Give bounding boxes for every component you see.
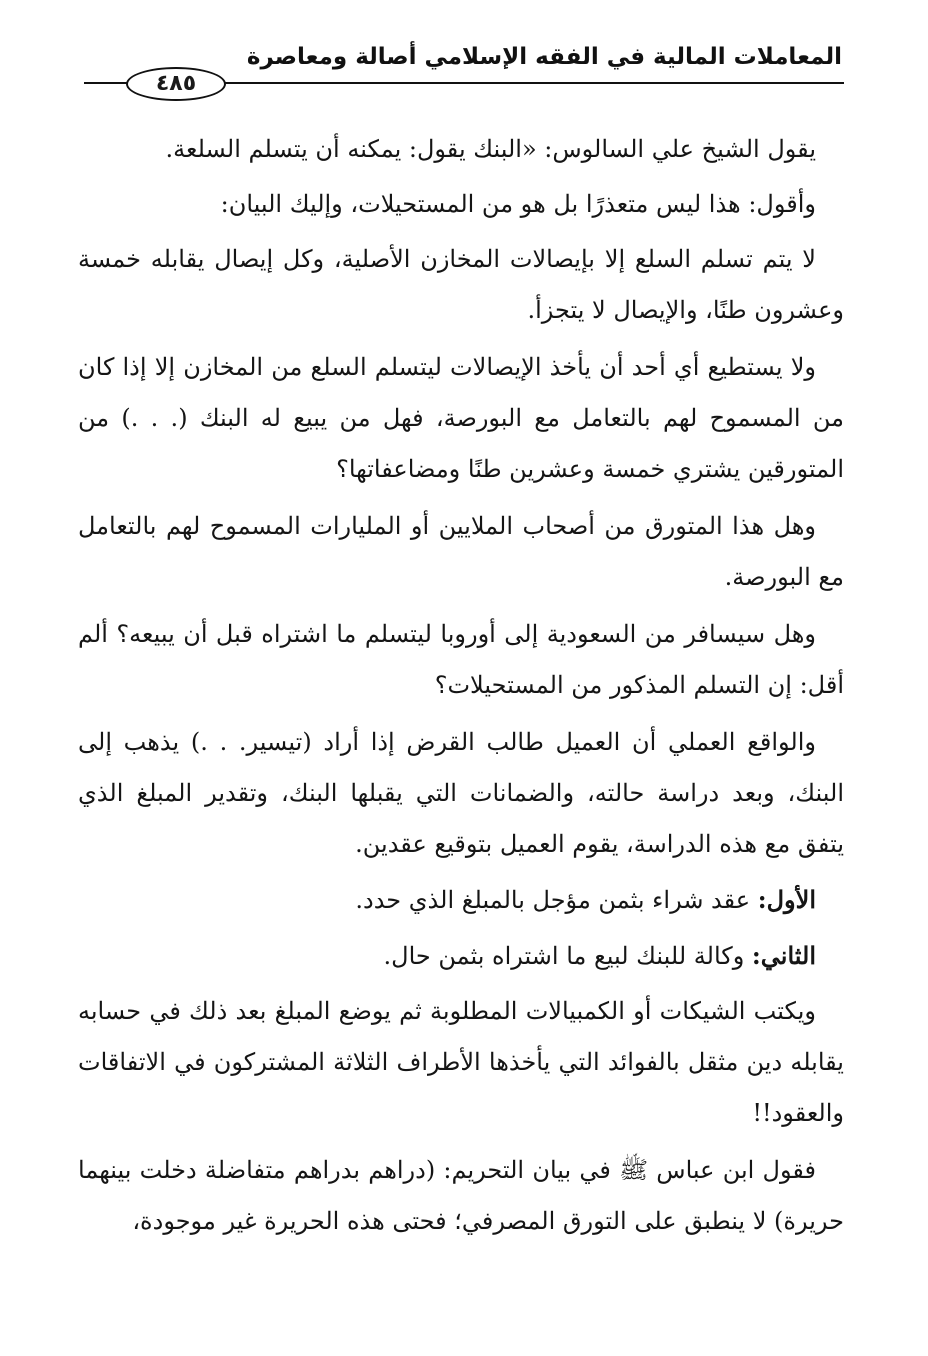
paragraph [78,342,844,495]
paragraph-text: وهل سيسافر من السعودية إلى أوروبا ليتسلم ما اشتراه قبل أن يبيعه؟ ألم أقل: إن التسلم المذكور من المستحيلات؟ [78,620,844,699]
paragraph-text: والواقع العملي أن العميل طالب القرض إذا أراد (تيسير. . .) يذهب إلى البنك، وبعد دراسة حالته، والضمانات التي يقبلها البنك، وتقدير المبلغ الذي يتفق مع هذه الدراسة، يقوم العميل بتوقيع عقدين. [78,728,844,858]
paragraph-text: وكالة للبنك لبيع ما اشتراه بثمن حال. [383,942,752,970]
paragraph-text: وأقول: هذا ليس متعذرًا بل هو من المستحيلات، وإليك البيان: [220,190,816,218]
paragraph-text: ويكتب الشيكات أو الكمبيالات المطلوبة ثم يوضع المبلغ بعد ذلك في حسابه يقابله دين مثقل بالفوائد التي يأخذها الأطراف الثلاثة المشتركون في الاتفاقات والعقود!! [78,997,844,1127]
paragraph [78,1145,844,1247]
running-title: المعاملات المالية في الفقه الإسلامي أصالة ومعاصرة [246,44,842,70]
page-number: ٤٨٥ [126,67,226,101]
paragraph-text: وهل هذا المتورق من أصحاب الملايين أو المليارات المسموح لهم بالتعامل مع البورصة. [78,512,844,591]
paragraph [78,179,844,230]
paragraph-label: الأول: [757,885,816,914]
paragraph [78,124,844,175]
paragraph-first-contract [78,874,844,926]
paragraph [78,234,844,336]
paragraph [78,986,844,1139]
paragraph-second-contract [78,930,844,982]
paragraph-label: الثاني: [751,941,816,970]
paragraph [78,609,844,711]
paragraph-text: يقول الشيخ علي السالوس: «البنك يقول: يمكنه أن يتسلم السلعة. [165,135,816,163]
body-text [78,124,844,1247]
paragraph-text: ولا يستطيع أي أحد أن يأخذ الإيصالات ليتسلم السلع من المخازن إلا إذا كان من المسموح لهم بالتعامل مع البورصة، فهل من يبيع له البنك (. . .) من المتورقين يشتري خمسة وعشرين طنًا ومضاعفاتها؟ [78,353,844,483]
paragraph-text: عقد شراء بثمن مؤجل بالمبلغ الذي حدد. [355,886,758,914]
paragraph [78,501,844,603]
paragraph-text: فقول ابن عباس ﷺ في بيان التحريم: (دراهم بدراهم متفاضلة دخلت بينهما حريرة) لا ينطبق على التورق المصرفي؛ فحتى هذه الحريرة غير موجودة، [78,1156,844,1235]
paragraph [78,717,844,870]
paragraph-text: لا يتم تسلم السلع إلا بإيصالات المخازن الأصلية، وكل إيصال يقابله خمسة وعشرون طنًا، والإيصال لا يتجزأ. [78,245,844,324]
